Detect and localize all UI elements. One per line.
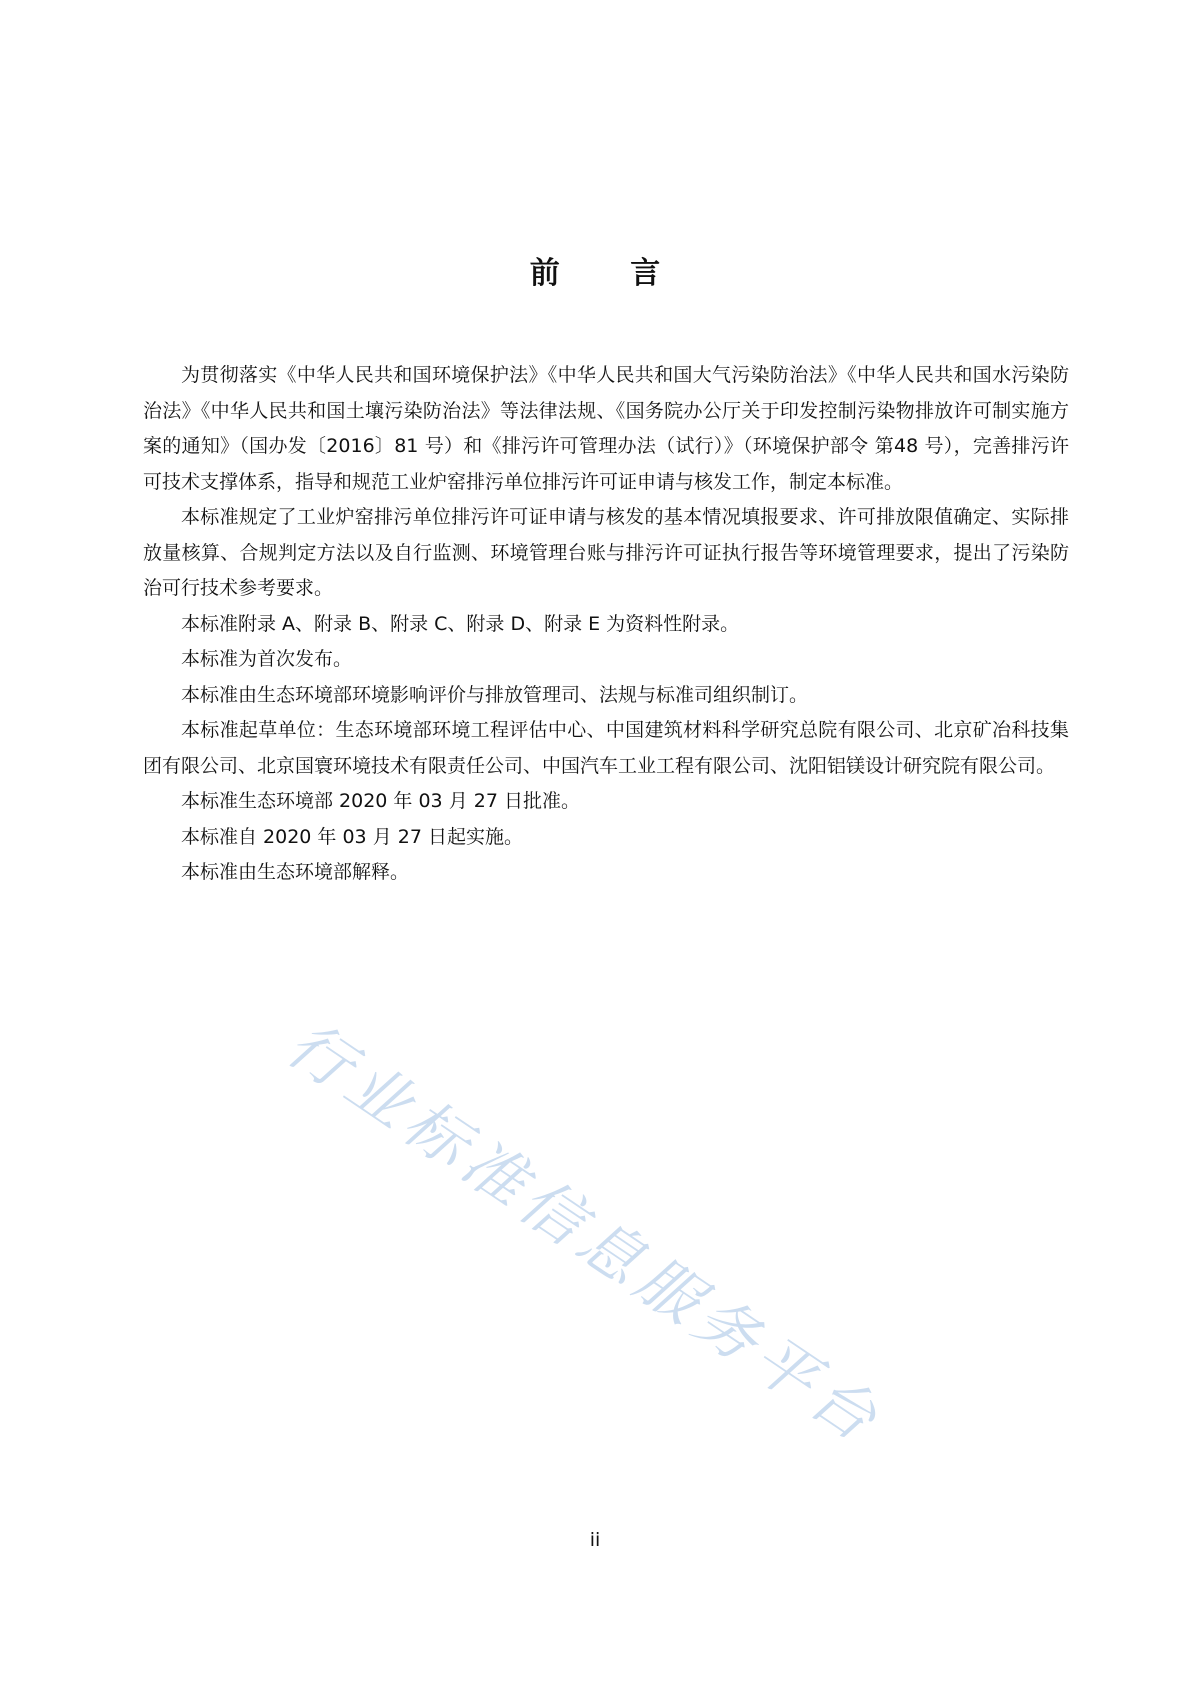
paragraph-drafting-units: 本标准起草单位：生态环境部环境工程评估中心、中国建筑材料科学研究总院有限公司、北京矿冶科技集团有限公司、北京国寰环境技术有限责任公司、中国汽车工业工程有限公司、沈阳铝镁设计研究院有限公司。 <box>143 719 1069 777</box>
paragraph-purpose: 为贯彻落实《中华人民共和国环境保护法》《中华人民共和国大气污染防治法》《中华人民共和国水污染防治法》《中华人民共和国土壤污染防治法》等法律法规、《国务院办公厅关于印发控制污染物排放许可制实施方案的通知》（国办发〔2016〕81 号）和《排污许可管理办法（试行）》（环境保护部令 第48 号），完善排污许可技术支撑体系，指导和规范工业炉窑排污单位排污许可证申请与核发工作，制定本标准。 <box>143 364 1069 493</box>
page-title: 前 言 <box>529 256 691 291</box>
paragraph-scope: 本标准规定了工业炉窑排污单位排污许可证申请与核发的基本情况填报要求、许可排放限值确定、实际排放量核算、合规判定方法以及自行监测、环境管理台账与排污许可证执行报告等环境管理要求，提出了污染防治可行技术参考要求。 <box>143 506 1069 599</box>
page-number: ii <box>589 1529 601 1551</box>
paragraph-first-release: 本标准为首次发布。 <box>181 648 353 670</box>
paragraph-appendix: 本标准附录 A、附录 B、附录 C、附录 D、附录 E 为资料性附录。 <box>181 612 740 635</box>
preface-body <box>143 358 1069 891</box>
paragraph-organizer: 本标准由生态环境部环境影响评价与排放管理司、法规与标准司组织制订。 <box>181 683 809 706</box>
paragraph-approval-date: 本标准生态环境部 2020 年 03 月 27 日批准。 <box>181 790 580 812</box>
watermark-text: 行业标准信息服务平台 <box>274 1007 896 1459</box>
paragraph-interpretation: 本标准由生态环境部解释。 <box>181 861 410 883</box>
paragraph-effective-date: 本标准自 2020 年 03 月 27 日起实施。 <box>181 825 523 848</box>
